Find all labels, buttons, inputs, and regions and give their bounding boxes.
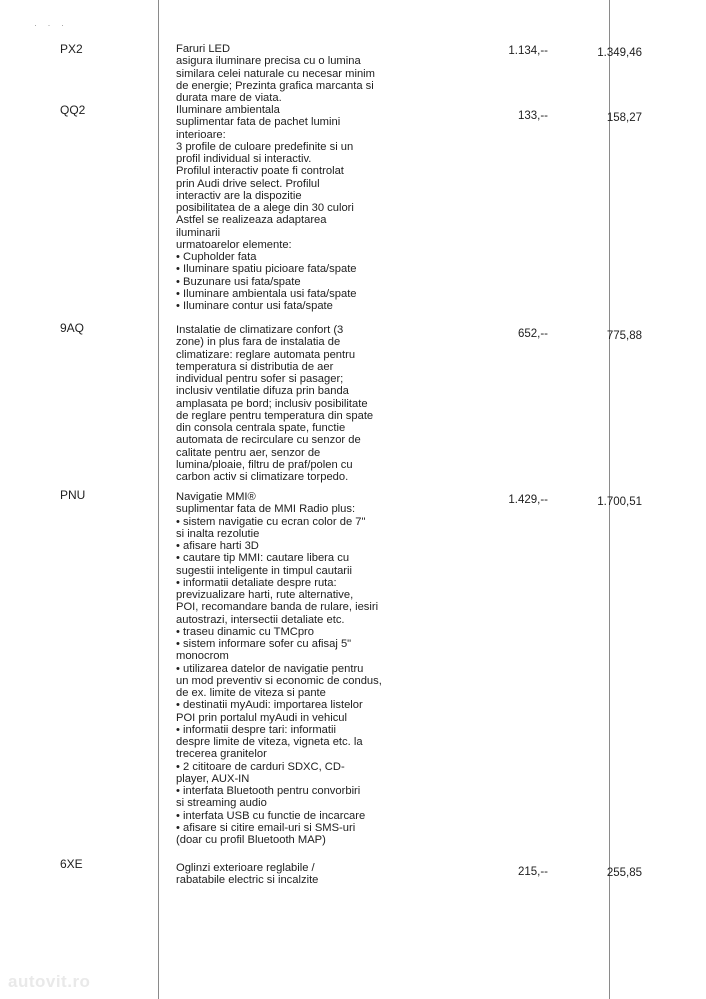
description-line: automata de recirculare cu senzor de [176, 434, 361, 447]
description-line: de ex. limite de viteza si pante [176, 687, 326, 699]
description-line: profil individual si interactiv. [176, 153, 312, 165]
description-line: si streaming audio [176, 797, 267, 810]
price-net: 1.429,-- [508, 494, 548, 506]
description-line: trecerea granitelor [176, 748, 267, 761]
option-code: PNU [60, 488, 86, 502]
description-line: • utilizarea datelor de navigatie pentru [176, 662, 364, 675]
description-line: sugestii inteligente in timpul cautarii [176, 564, 352, 577]
option-code: QQ2 [60, 103, 86, 117]
description-line: prin Audi drive select. Profilul [176, 177, 320, 190]
description-line: urmatoarelor elemente: [176, 238, 292, 251]
option-code: 9AQ [60, 321, 85, 335]
option-description [176, 104, 396, 312]
description-line: • sistem informare sofer cu afisaj 5" [176, 638, 352, 650]
description-line: • informatii despre tari: informatii [176, 723, 336, 736]
description-line: Profilul interactiv poate fi controlat [176, 165, 344, 178]
description-line: climatizare: reglare automata pentru [176, 348, 356, 361]
description-line: • 2 cititoare de carduri SDXC, CD- [176, 760, 345, 773]
description-line: calitate pentru aer, senzor de [176, 446, 321, 459]
description-line: • interfata USB cu functie de incarcare [176, 809, 366, 822]
price-gross: 158,27 [606, 112, 642, 124]
description-line: suplimentar fata de pachet lumini [176, 116, 341, 129]
price-gross: 1.349,46 [597, 47, 642, 59]
description-line: • afisare harti 3D [176, 540, 259, 552]
description-line: durata mare de viata. [176, 92, 282, 104]
description-line: Astfel se realizeaza adaptarea [176, 214, 327, 227]
description-line: rabatabile electric si incalzite [176, 874, 319, 887]
description-line: similara celei naturale cu necesar minim [176, 67, 375, 80]
description-line: asigura iluminare precisa cu o lumina [176, 55, 361, 68]
description-line: zone) in plus fara de instalatia de [176, 336, 341, 349]
description-line: carbon activ si climatizare torpedo. [176, 471, 349, 483]
description-line: previzualizare harti, rute alternative, [176, 589, 354, 601]
price-net: 215,-- [517, 866, 548, 878]
description-line: Instalatie de climatizare confort (3 [176, 324, 344, 336]
description-line: • traseu dinamic cu TMCpro [176, 625, 315, 638]
description-line: de reglare pentru temperatura din spate [176, 409, 374, 422]
watermark-text: autovit.ro [8, 972, 91, 991]
description-line: interioare: [176, 128, 226, 141]
option-description [176, 324, 396, 483]
description-line: suplimentar fata de MMI Radio plus: [176, 503, 356, 516]
price-net: 1.134,-- [508, 45, 548, 57]
description-line: • Iluminare contur usi fata/spate [176, 300, 333, 312]
description-line: player, AUX-IN [176, 772, 250, 785]
description-line: Oglinzi exterioare reglabile / [176, 862, 315, 874]
description-line: 3 profile de culoare predefinite si un [176, 140, 354, 153]
option-code: PX2 [60, 42, 83, 56]
description-line: Iluminare ambientala [176, 104, 280, 116]
description-line: monocrom [176, 650, 229, 663]
description-line: interactiv are la dispozitie [176, 189, 302, 202]
description-line: temperatura si distributia de aer [176, 360, 334, 373]
description-line: lumina/ploaie, filtru de praf/polen cu [176, 458, 353, 471]
description-line: • Iluminare ambientala usi fata/spate [176, 287, 357, 300]
description-line: POI prin portalul myAudi in vehicul [176, 711, 347, 724]
description-line: • cautare tip MMI: cautare libera cu [176, 552, 350, 565]
description-line: • Iluminare spatiu picioare fata/spate [176, 263, 357, 276]
description-line: • sistem navigatie cu ecran color de 7" [176, 515, 366, 528]
price-gross: 1.700,51 [597, 496, 642, 508]
option-description [176, 862, 396, 887]
description-line: amplasata pe bord; inclusiv posibilitate [176, 397, 368, 410]
price-net: 652,-- [517, 328, 548, 340]
price-net: 133,-- [517, 110, 548, 122]
price-gross: 775,88 [606, 330, 642, 342]
description-line: • destinatii myAudi: importarea listelor [176, 699, 363, 712]
option-description [176, 43, 396, 104]
price-gross: 255,85 [606, 867, 642, 879]
description-line: (doar cu profil Bluetooth MAP) [176, 834, 326, 846]
description-line: de energie; Prezinta grafica marcanta si [176, 79, 374, 92]
description-line: si inalta rezolutie [176, 527, 260, 540]
option-code: 6XE [60, 857, 83, 871]
description-line: iluminarii [176, 226, 221, 239]
column-divider-left [158, 0, 159, 999]
description-line: individual pentru sofer si pasager; [176, 373, 344, 385]
description-line: inclusiv ventilatie difuza prin banda [176, 385, 349, 398]
description-line: Faruri LED [176, 43, 231, 55]
option-description [176, 491, 396, 846]
description-line: din consola centrala spate, functie [176, 422, 346, 434]
description-line: POI, recomandare banda de rulare, iesiri [176, 601, 379, 614]
description-line: • interfata Bluetooth pentru convorbiri [176, 785, 361, 797]
description-line: un mod preventiv si economic de condus, [176, 674, 382, 687]
description-line: • Cupholder fata [176, 251, 257, 263]
description-line: posibilitatea de a alege din 30 culori [176, 202, 354, 214]
description-line: despre limite de viteza, vigneta etc. la [176, 736, 363, 748]
description-line: • informatii detaliate despre ruta: [176, 576, 337, 589]
description-line: autostrazi, intersectii detaliate etc. [176, 613, 345, 626]
description-line: • afisare si citire email-uri si SMS-uri [176, 821, 356, 834]
description-line: • Buzunare usi fata/spate [176, 275, 301, 288]
scan-artifact: · · · [34, 20, 68, 30]
description-line: Navigatie MMI® [176, 491, 256, 503]
